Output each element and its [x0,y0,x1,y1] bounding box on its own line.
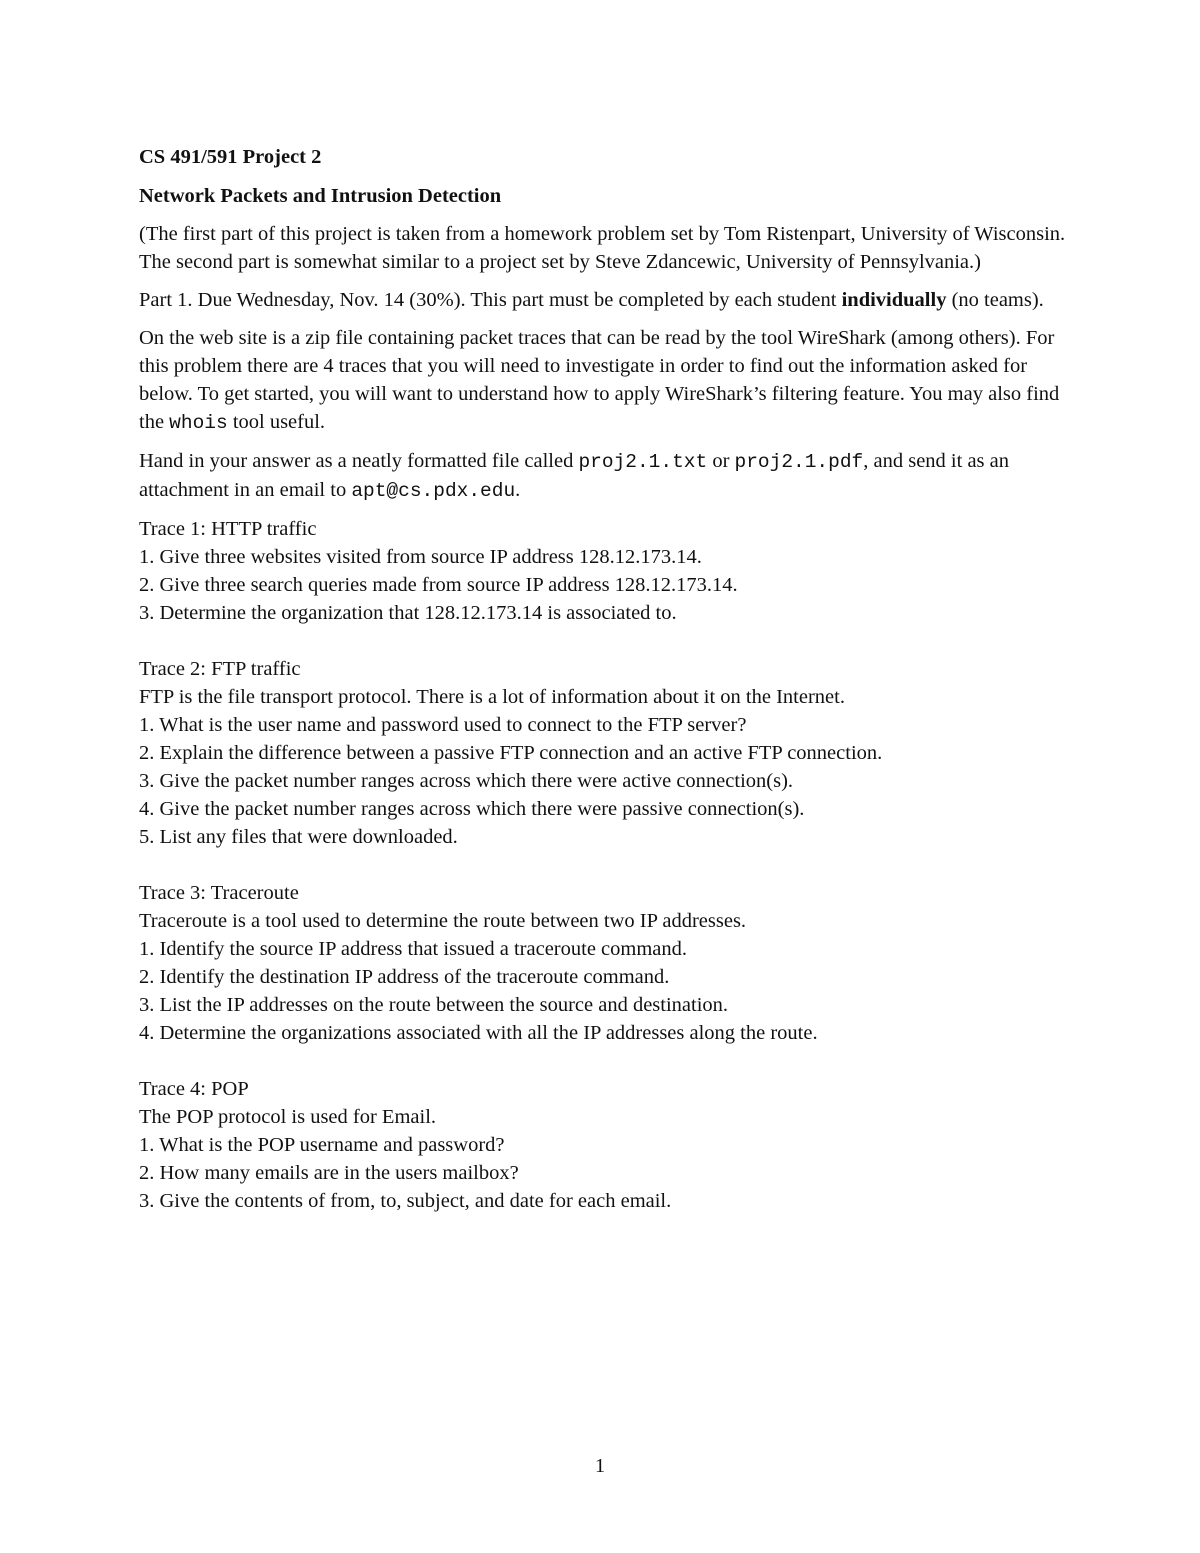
document-body [139,143,1069,1215]
trace-4-title: Trace 4: POP [139,1078,249,1100]
website-lead: On the web site is a zip file containing packet traces that can be read by the tool WireShark (among others). For this problem there are 4 traces that you will need to investigate in order to find out the information asked for below. To get started, you will want to understand how to apply WireShark’s filtering feature. You may also find the [139,327,1060,433]
part1-tail: (no teams). [946,289,1044,311]
part1-lead: Part 1. Due Wednesday, Nov. 14 (30%). This part must be completed by each student [139,289,842,311]
website-paragraph [139,324,1069,437]
trace-4-section [139,1075,1069,1215]
document-title: CS 491/591 Project 2 [139,146,322,168]
page-number: 1 [594,1455,606,1477]
trace-3-question-4: 4. Determine the organizations associated with all the IP addresses along the route. [139,1022,818,1044]
trace-1-question-2: 2. Give three search queries made from source IP address 128.12.173.14. [139,574,738,596]
trace-3-question-3: 3. List the IP addresses on the route between the source and destination. [139,994,729,1016]
trace-4-question-3: 3. Give the contents of from, to, subject, and date for each email. [139,1190,672,1212]
website-tail: tool useful. [227,411,326,433]
email-address: apt@cs.pdx.edu [351,480,516,502]
trace-2-section [139,655,1069,851]
hand-in-paragraph [139,447,1069,505]
whois-code: whois [169,412,228,434]
trace-2-title: Trace 2: FTP traffic [139,658,301,680]
trace-1-question-3: 3. Determine the organization that 128.12.173.14 is associated to. [139,602,677,624]
trace-2-question-4: 4. Give the packet number ranges across which there were passive connection(s). [139,798,805,820]
hand-in-text-b: or [707,450,735,472]
part1-paragraph [139,286,1069,314]
intro-paragraph: (The first part of this project is taken from a homework problem set by Tom Ristenpart, University of Wisconsin. The second part is somewhat similar to a project set by Steve Zdancewic, University of Pennsylvania.) [139,223,1066,273]
trace-1-title: Trace 1: HTTP traffic [139,518,317,540]
trace-2-question-3: 3. Give the packet number ranges across which there were active connection(s). [139,770,794,792]
trace-3-title: Trace 3: Traceroute [139,882,299,904]
hand-in-text-d: . [515,479,521,501]
trace-2-question-2: 2. Explain the difference between a passive FTP connection and an active FTP connection. [139,742,883,764]
filename-txt: proj2.1.txt [578,451,708,473]
trace-2-intro: FTP is the file transport protocol. There is a lot of information about it on the Internet. [139,686,845,708]
filename-pdf: proj2.1.pdf [734,451,864,473]
trace-3-section [139,879,1069,1047]
hand-in-text-a: Hand in your answer as a neatly formatted file called [139,450,579,472]
trace-4-question-2: 2. How many emails are in the users mailbox? [139,1162,519,1184]
document-subtitle: Network Packets and Intrusion Detection [139,185,502,207]
trace-1-section [139,515,1069,627]
trace-3-question-1: 1. Identify the source IP address that issued a traceroute command. [139,938,688,960]
trace-2-question-5: 5. List any files that were downloaded. [139,826,458,848]
part1-emphasis: individually [841,289,947,311]
trace-3-question-2: 2. Identify the destination IP address of the traceroute command. [139,966,670,988]
trace-4-question-1: 1. What is the POP username and password? [139,1134,505,1156]
trace-4-intro: The POP protocol is used for Email. [139,1106,437,1128]
trace-3-intro: Traceroute is a tool used to determine the route between two IP addresses. [139,910,747,932]
hand-in-text-c: , and send it as an attachment in an email to [139,450,1009,501]
trace-2-question-1: 1. What is the user name and password used to connect to the FTP server? [139,714,747,736]
trace-1-question-1: 1. Give three websites visited from source IP address 128.12.173.14. [139,546,702,568]
